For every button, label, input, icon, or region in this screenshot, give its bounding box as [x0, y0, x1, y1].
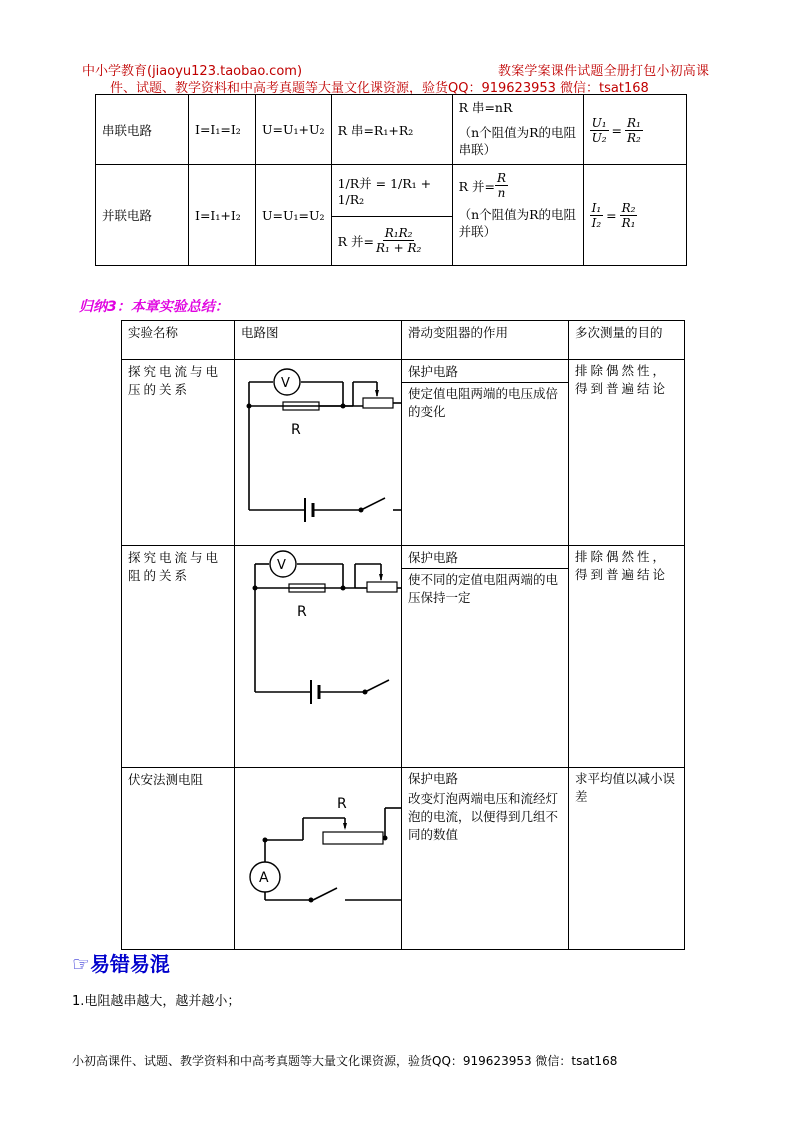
n-resistance-rule: R 串=nR — [458, 100, 513, 115]
ratio-num-left: I₁ — [591, 201, 602, 215]
ratio-num-right: R₁ — [627, 115, 641, 130]
rheostat-label: R — [337, 796, 347, 812]
header-experiment-name: 实验名称 — [122, 321, 235, 360]
ratio-num-right: R₂ — [621, 201, 636, 215]
table-row — [122, 360, 685, 546]
ratio-rule: $\frac{\text{I₁}}{\text{I₂}}$ = $\frac{\text{R₂}}{\text{R₁}}$ — [583, 165, 686, 266]
circuit-diagram-svg — [235, 768, 401, 946]
table-header-row — [122, 321, 685, 360]
row-name: 串联电路 — [96, 95, 189, 165]
mistake-item-1: 1.电阻越串越大，越并越小； — [72, 994, 241, 1009]
table-row — [96, 165, 687, 266]
circuit-diagram — [235, 546, 402, 768]
voltage-rule: U=U₁+U₂ — [256, 95, 332, 165]
measurement-purpose: 排除偶然性，得到普遍结论 — [569, 546, 685, 768]
rheostat-role-detail: 改变灯泡两端电压和流经灯泡的电流，以便得到几组不同的数值 — [408, 791, 559, 842]
resistor-label: R — [297, 604, 307, 620]
n-parallel-num: R — [496, 171, 506, 185]
current-rule: I=I₁+I₂ — [189, 165, 256, 266]
header-measurement-purpose: 多次测量的目的 — [569, 321, 685, 360]
resistor-label: R — [291, 422, 301, 438]
n-note: （n个阻值为R的电阻串联） — [458, 125, 577, 157]
parallel-r-num: R₁R₂ — [384, 226, 413, 240]
rheostat-role-protect: 保护电路 — [408, 771, 459, 786]
ammeter-label: A — [259, 870, 269, 886]
experiment-name: 伏安法测电阻 — [122, 768, 235, 950]
ratio-num-left: U₁ — [591, 115, 607, 130]
ratio-den-left: I₂ — [591, 216, 602, 230]
experiment-name: 探究电流与电阻的关系 — [122, 546, 235, 768]
header-line2: 件、试题、教学资料和中高考真题等大量文化课资源，验货QQ：919623953 微信：tsat168 — [110, 81, 649, 96]
n-parallel-prefix: R 并= — [458, 178, 495, 194]
header-rheostat-role: 滑动变阻器的作用 — [402, 321, 569, 360]
parallel-r-den: R₁ + R₂ — [375, 241, 422, 255]
header-right: 教案学案课件试题全册打包小初高课 — [498, 64, 710, 79]
resistance-rule: R 串=R₁+R₂ — [331, 95, 452, 165]
voltage-rule: U=U₁=U₂ — [256, 165, 332, 266]
circuit-diagram — [235, 768, 402, 950]
circuit-diagram — [235, 360, 402, 546]
rheostat-role-protect: 保护电路 — [402, 360, 568, 383]
pointing-hand-icon: ☞ — [72, 952, 90, 976]
mistakes-heading — [72, 948, 170, 977]
ratio-den-right: R₂ — [627, 130, 641, 145]
mistakes-title: 易错易混 — [89, 952, 170, 976]
ratio-rule: $\frac{\text{U₁}}{\text{U₂}}$ = $\frac{\text{R₁}}{\text{R₂}}$ — [583, 95, 686, 165]
parallel-resistance-formula: 1/R并 = 1/R₁ + 1/R₂ — [332, 166, 452, 217]
header-circuit-diagram: 电路图 — [235, 321, 402, 360]
rheostat-role-protect: 保护电路 — [402, 546, 568, 569]
n-note: （n个阻值为R的电阻并联） — [458, 207, 577, 239]
circuit-rules-table — [95, 94, 687, 266]
circuit-diagram-svg — [235, 546, 401, 764]
voltmeter-label: V — [277, 558, 286, 573]
experiment-summary-table — [121, 320, 685, 950]
table-row — [122, 768, 685, 950]
table-row — [122, 546, 685, 768]
section-title: 归纳3：本章实验总结： — [79, 299, 229, 315]
measurement-purpose: 求平均值以减小误差 — [569, 768, 685, 950]
experiment-name: 探究电流与电压的关系 — [122, 360, 235, 546]
table-row — [96, 95, 687, 165]
row-name: 并联电路 — [96, 165, 189, 266]
rheostat-role-detail: 使不同的定值电阻两端的电压保持一定 — [408, 572, 559, 605]
ratio-den-left: U₂ — [591, 130, 607, 145]
voltmeter-label: V — [281, 376, 290, 391]
circuit-diagram-svg — [235, 360, 401, 542]
page-footer: 小初高课件、试题、教学资料和中高考真题等大量文化课资源，验货QQ：919623953 微信：tsat168 — [72, 1054, 618, 1068]
current-rule: I=I₁=I₂ — [189, 95, 256, 165]
n-parallel-den: n — [497, 186, 506, 200]
rheostat-role-detail: 使定值电阻两端的电压成倍的变化 — [408, 386, 559, 419]
parallel-r-prefix: R 并= — [337, 233, 374, 249]
header-left: 中小学教育(jiaoyu123.taobao.com) — [82, 64, 303, 79]
ratio-den-right: R₁ — [621, 216, 636, 230]
measurement-purpose: 排除偶然性，得到普遍结论 — [569, 360, 685, 546]
